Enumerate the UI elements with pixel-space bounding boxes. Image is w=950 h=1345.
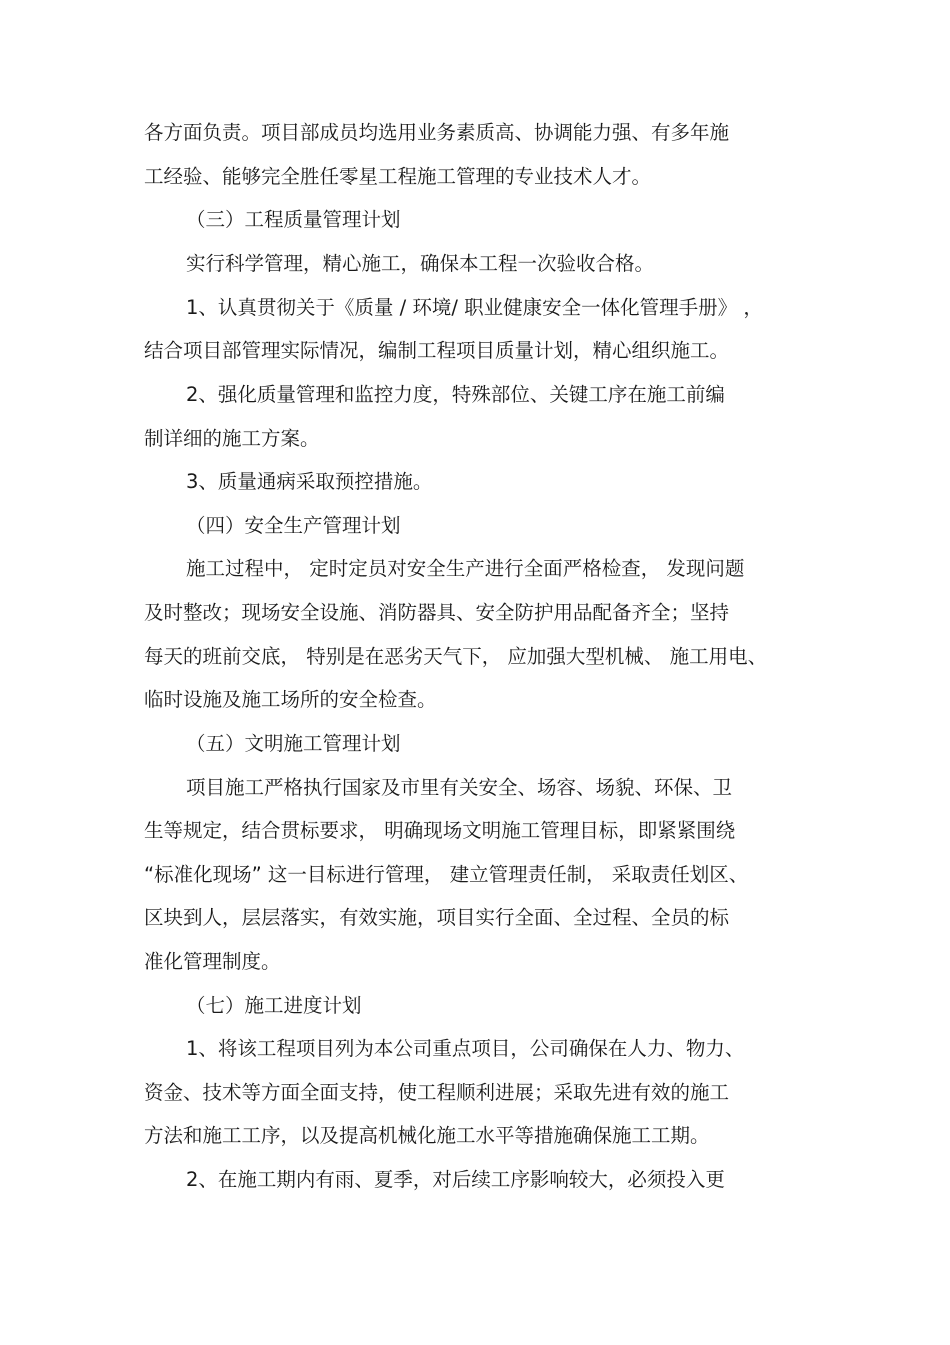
section-heading: （三）工程质量管理计划	[186, 208, 401, 231]
body-text-line: 及时整改；现场安全设施、消防器具、安全防护用品配备齐全；坚持	[144, 601, 730, 624]
body-text-line: 实行科学管理，精心施工，确保本工程一次验收合格。	[186, 252, 655, 275]
body-text-line: 各方面负责。项目部成员均选用业务素质高、协调能力强、有多年施	[144, 121, 730, 144]
body-text-line: 1、将该工程项目列为本公司重点项目，公司确保在人力、物力、	[186, 1037, 745, 1060]
section-heading: （五）文明施工管理计划	[186, 732, 401, 755]
body-text-line: 生等规定，结合贯标要求， 明确现场文明施工管理目标，即紧紧围绕	[144, 819, 736, 842]
body-text-line: 工经验、能够完全胜任零星工程施工管理的专业技术人才。	[144, 165, 652, 188]
body-text-line: 准化管理制度。	[144, 950, 281, 973]
body-text-line: 区块到人，层层落实，有效实施，项目实行全面、全过程、全员的标	[144, 906, 730, 929]
body-text-line: 每天的班前交底， 特别是在恶劣天气下， 应加强大型机械、 施工用电、	[144, 645, 768, 668]
body-text-line: 制详细的施工方案。	[144, 427, 320, 450]
section-heading: （七）施工进度计划	[186, 994, 362, 1017]
body-text-line: 结合项目部管理实际情况，编制工程项目质量计划，精心组织施工。	[144, 339, 730, 362]
body-text-line: 3、质量通病采取预控措施。	[186, 470, 433, 493]
body-text-line: 临时设施及施工场所的安全检查。	[144, 688, 437, 711]
body-text-line: 项目施工严格执行国家及市里有关安全、场容、场貌、环保、卫	[186, 776, 733, 799]
body-text-line: 2、在施工期内有雨、夏季，对后续工序影响较大，必须投入更	[186, 1168, 725, 1191]
body-text-line: 方法和施工工序，以及提高机械化施工水平等措施确保施工工期。	[144, 1124, 710, 1147]
body-text-line: 资金、技术等方面全面支持，使工程顺利进展；采取先进有效的施工	[144, 1081, 730, 1104]
body-text-line: 1、认真贯彻关于《质量 / 环境/ 职业健康安全一体化管理手册》 ，	[186, 296, 763, 319]
body-text-line: 2、强化质量管理和监控力度，特殊部位、关键工序在施工前编	[186, 383, 725, 406]
section-heading: （四）安全生产管理计划	[186, 514, 401, 537]
body-text-line: 施工过程中， 定时定员对安全生产进行全面严格检查， 发现问题	[186, 557, 745, 580]
body-text-line: “标准化现场” 这一目标进行管理， 建立管理责任制， 采取责任划区、	[144, 863, 749, 886]
